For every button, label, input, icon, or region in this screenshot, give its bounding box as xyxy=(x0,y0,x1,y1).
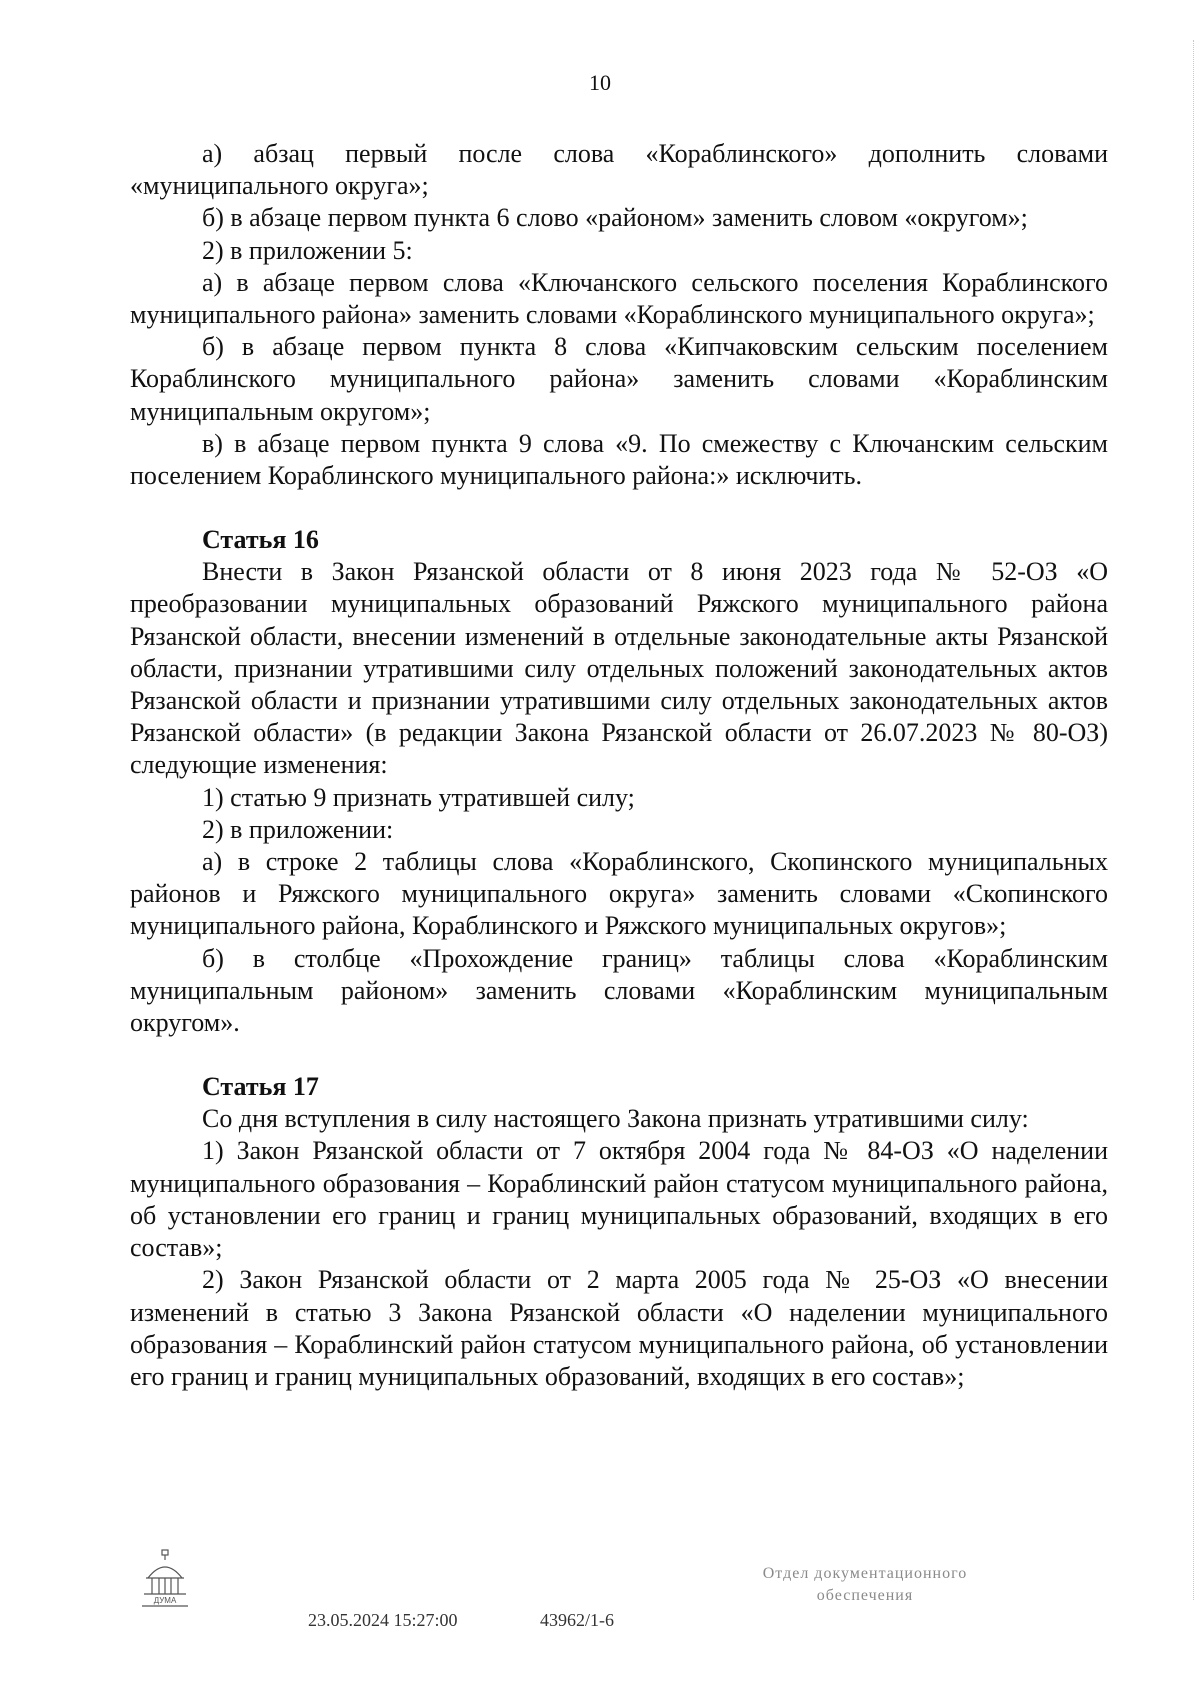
paragraph: 2) в приложении: xyxy=(202,814,394,844)
paragraph: а) в строке 2 таблицы слова «Кораблинского, Скопинского муниципальных районов и Ряжского муниципального округа» заменить словами «Скопинского муниципального района, Кораблинского и Ряжского муниципальных округов»; xyxy=(130,847,1108,941)
paragraph: Со дня вступления в силу настоящего Закона признать утратившими силу: xyxy=(202,1104,1029,1134)
scan-edge-line xyxy=(1192,40,1194,1600)
document-body xyxy=(130,138,1108,1393)
duma-logo-icon xyxy=(140,1548,190,1610)
stamp xyxy=(720,1563,1010,1607)
footer-datetime: 23.05.2024 15:27:00 xyxy=(308,1610,458,1630)
paragraph: а) абзац первый после слова «Кораблинского» дополнить словами «муниципального округа»; xyxy=(130,139,1108,201)
paragraph: б) в абзаце первом пункта 6 слово «районом» заменить словом «округом»; xyxy=(202,203,1028,233)
paragraph: а) в абзаце первом слова «Ключанского сельского поселения Кораблинского муниципального района» заменить словами «Кораблинского муниципального округа»; xyxy=(130,267,1108,330)
paragraph: 1) статью 9 признать утратившей силу; xyxy=(202,782,635,812)
stamp-line: Отдел документационного xyxy=(762,1565,968,1582)
paragraph: 2) в приложении 5: xyxy=(202,235,413,265)
article-16-heading: Статья 16 xyxy=(202,525,319,555)
stamp-line: обеспечения xyxy=(816,1587,914,1604)
footer-doc-number: 43962/1-6 xyxy=(540,1610,614,1630)
paragraph: в) в абзаце первом пункта 9 слова «9. По смежеству с Ключанским сельским поселением Кораблинского муниципального района:» исключить. xyxy=(130,428,1108,491)
article-17-heading: Статья 17 xyxy=(202,1072,319,1102)
page-number: 10 xyxy=(589,70,611,95)
paragraph: б) в абзаце первом пункта 8 слова «Кипчаковским сельским поселением Кораблинского муниципального района» заменить словами «Кораблинским муниципальным округом»; xyxy=(130,332,1108,426)
svg-text:ДУМА: ДУМА xyxy=(153,1596,177,1605)
paragraph: 2) Закон Рязанской области от 2 марта 2005 года № 25-ОЗ «О внесении изменений в статью 3 Закона Рязанской области «О наделении муниципального образования – Кораблинский район статусом муниципального района, об установлении его границ и границ муниципальных образований, входящих в его состав»; xyxy=(130,1265,1108,1391)
paragraph: б) в столбце «Прохождение границ» таблицы слова «Кораблинским муниципальным районом» заменить словами «Кораблинским муниципальным округом». xyxy=(130,943,1108,1038)
paragraph: Внести в Закон Рязанской области от 8 июня 2023 года № 52-ОЗ «О преобразовании муниципальных образований Ряжского муниципального района Рязанской области, внесении изменений в отдельные законодательные акты Рязанской области, признании утратившими силу отдельных положений законодательных актов Рязанской области и признании утратившими силу отдельных законодательных актов Рязанской области» (в редакции Закона Рязанской области от 26.07.2023 № 80-ОЗ) следующие изменения: xyxy=(130,557,1108,780)
paragraph: 1) Закон Рязанской области от 7 октября 2004 года № 84-ОЗ «О наделении муниципального образования – Кораблинский район статусом муниципального района, об установлении его границ и границ муниципальных образований, входящих в его состав»; xyxy=(130,1136,1108,1263)
